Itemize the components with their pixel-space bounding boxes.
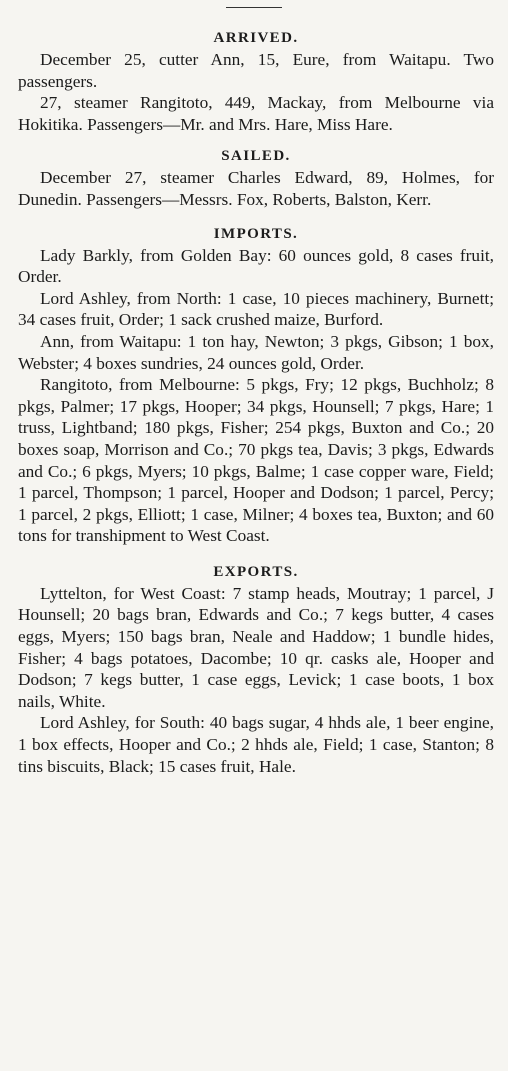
entry-arrived-2: 27, steamer Rangitoto, 449, Mackay, from Melbourne via Hokitika. Passengers—Mr. and Mrs. Hare, Miss Hare.	[18, 93, 494, 134]
section-sailed	[18, 145, 494, 210]
heading-arrived: ARRIVED.	[213, 30, 299, 46]
entry-arrived-1: December 25, cutter Ann, 15, Eure, from Waitapu. Two passengers.	[18, 50, 494, 91]
heading-imports: IMPORTS.	[213, 225, 299, 242]
top-rule	[226, 7, 282, 8]
heading-exports: EXPORTS.	[213, 563, 299, 580]
section-imports	[18, 223, 494, 547]
entry-exports-1: Lyttelton, for West Coast: 7 stamp heads, Moutray; 1 parcel, J Hounsell; 20 bags bran, Edwards and Co.; 7 kegs butter, 4 cases eggs, Myers; 150 bags bran, Neale and Haddow; 1 bundle hides, Fisher; 4 bags potatoes, Dacombe; 10 qr. casks ale, Hooper and Dodson; 7 kegs butter, 1 case eggs, Levick; 1 case boots, 1 box nails, White.	[18, 583, 494, 711]
entry-exports-2: Lord Ashley, for South: 40 bags sugar, 4 hhds ale, 1 beer engine, 1 box effects, Hooper and Co.; 2 hhds ale, Field; 1 case, Stanton; 8 tins biscuits, Black; 15 cases fruit, Hale.	[18, 713, 494, 776]
section-exports	[18, 561, 494, 777]
heading-sailed: SAILED.	[221, 148, 291, 165]
entry-imports-2: Lord Ashley, from North: 1 case, 10 pieces machinery, Burnett; 34 cases fruit, Order; 1 sack crushed maize, Burford.	[18, 288, 494, 330]
entry-imports-3: Ann, from Waitapu: 1 ton hay, Newton; 3 pkgs, Gibson; 1 box, Webster; 4 boxes sundries, 24 ounces gold, Order.	[18, 331, 494, 373]
entry-sailed-1: December 27, steamer Charles Edward, 89, Holmes, for Dunedin. Passengers—Messrs. Fox, Roberts, Balston, Kerr.	[18, 168, 494, 209]
entry-imports-1: Lady Barkly, from Golden Bay: 60 ounces gold, 8 cases fruit, Order.	[18, 245, 494, 287]
section-arrived	[18, 0, 494, 135]
entry-imports-4: Rangitoto, from Melbourne: 5 pkgs, Fry; 12 pkgs, Buchholz; 8 pkgs, Palmer; 17 pkgs, Hooper; 34 pkgs, Hounsell; 7 pkgs, Hare; 1 truss, Lightband; 180 pkgs, Fisher; 254 pkgs, Buxton and Co.; 20 boxes soap, Morrison and Co.; 70 pkgs tea, Davis; 3 pkgs, Edwards and Co.; 6 pkgs, Myers; 10 pkgs, Balme; 1 case copper ware, Field; 1 parcel, Thompson; 1 parcel, Hooper and Dodson; 1 parcel, Percy; 1 parcel, 2 pkgs, Elliott; 1 case, Milner; 4 boxes tea, Buxton; and 60 tons for transhipment to West Coast.	[18, 375, 494, 546]
